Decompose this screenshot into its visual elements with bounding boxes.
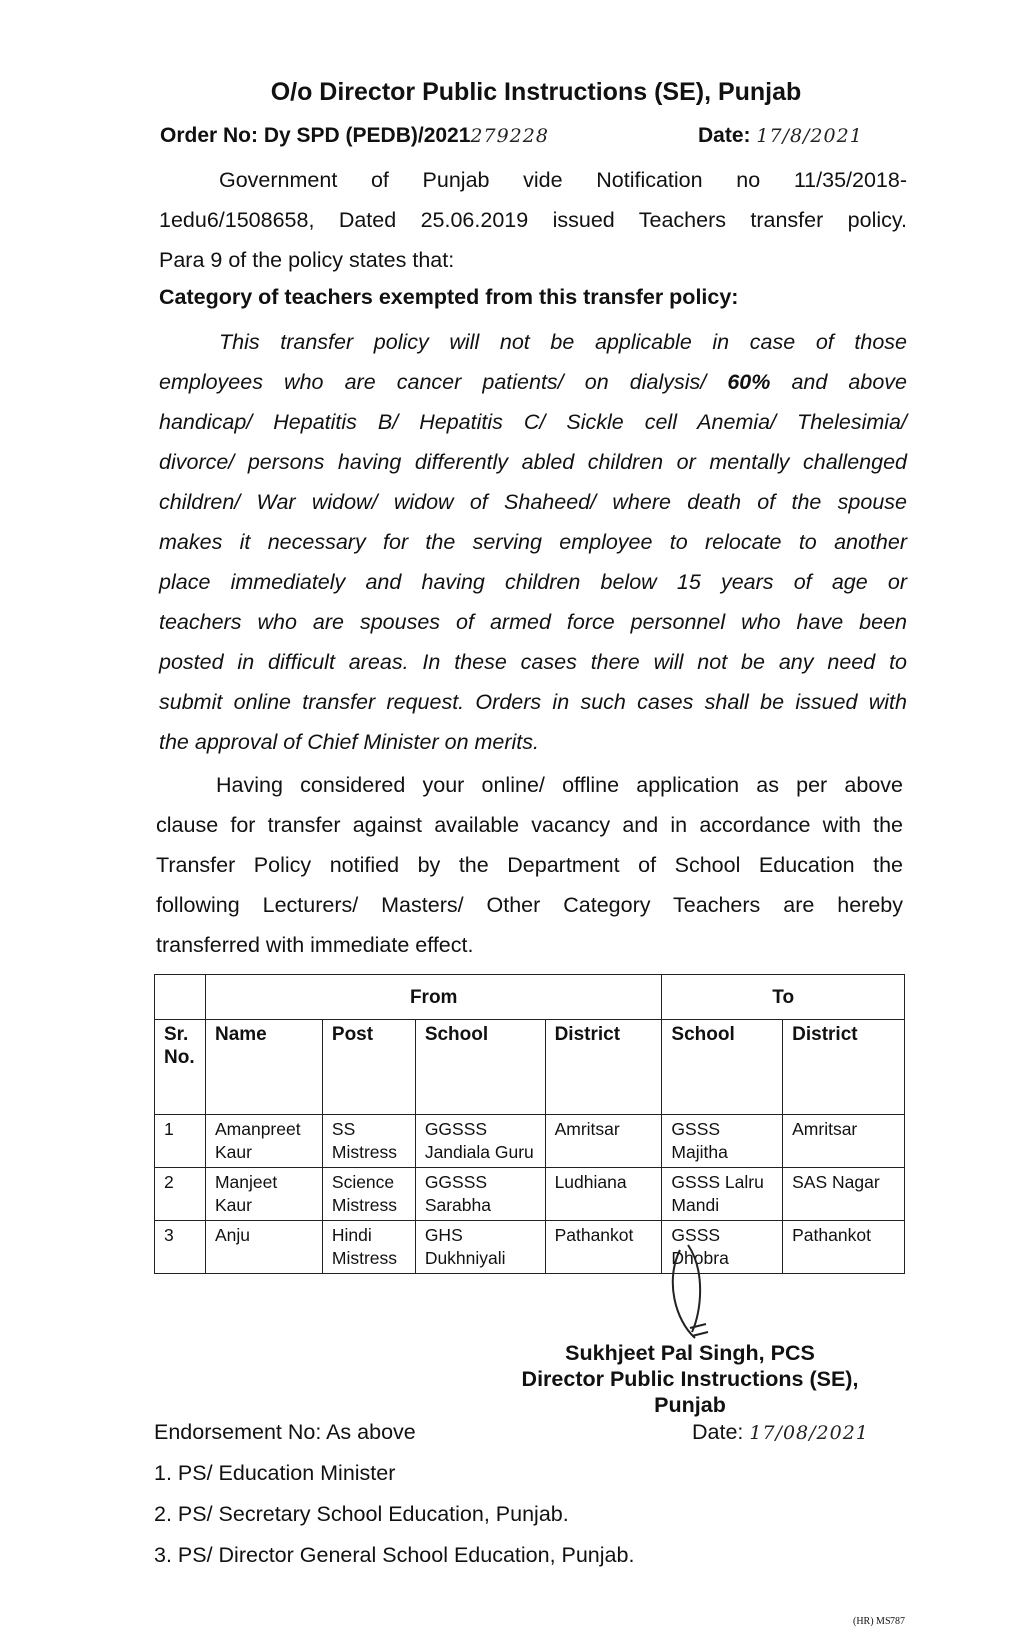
group-to: To — [662, 975, 905, 1020]
text-line: Para 9 of the policy states that: — [159, 248, 455, 272]
text-line: teachers who are spouses of armed force personnel who have been — [159, 610, 907, 634]
office-title: O/o Director Public Instructions (SE), Punjab — [270, 78, 802, 106]
table-header — [155, 1020, 905, 1115]
text-line — [159, 362, 907, 402]
table-cell: Amanpreet Kaur — [205, 1115, 322, 1168]
date-label: Date: — [692, 1420, 744, 1444]
table-row — [155, 1221, 905, 1274]
group-from: From — [205, 975, 661, 1020]
signatory-name: Sukhjeet Pal Singh, PCS — [565, 1341, 815, 1365]
signatory-state: Punjab — [654, 1393, 726, 1417]
date-handwritten: 17/08/2021 — [749, 1422, 869, 1444]
table-cell: Amritsar — [545, 1115, 662, 1168]
column-header: School — [662, 1020, 783, 1115]
column-header: District — [545, 1020, 662, 1115]
text-line: Having considered your online/ offline application as per above — [216, 773, 903, 797]
table-cell: Science Mistress — [322, 1168, 415, 1221]
copy-list-item: 1. PS/ Education Minister — [154, 1461, 396, 1485]
column-header: Name — [205, 1020, 322, 1115]
text-line: Transfer Policy notified by the Department of School Education the — [156, 853, 903, 877]
footer-number: 787 — [890, 1616, 905, 1627]
table-cell: 1 — [155, 1115, 206, 1168]
text-line: handicap/ Hepatitis B/ Hepatitis C/ Sickle cell Anemia/ Thelesimia/ — [159, 410, 907, 434]
signatory-block — [500, 1340, 880, 1418]
text-line: clause for transfer against available vacancy and in accordance with the — [156, 813, 903, 837]
text-line: Government of Punjab vide Notification no 11/35/2018- — [219, 168, 907, 192]
text-line: makes it necessary for the serving employee to relocate to another — [159, 530, 907, 554]
text-line: place immediately and having children below 15 years of age or — [159, 570, 907, 594]
text-line: the approval of Chief Minister on merits. — [159, 730, 539, 754]
copy-list-item: 2. PS/ Secretary School Education, Punjab. — [154, 1502, 569, 1526]
signature-mark — [660, 1240, 730, 1350]
text-line: 1edu6/1508658, Dated 25.06.2019 issued Teachers transfer policy. — [159, 208, 907, 232]
text-line: submit online transfer request. Orders in such cases shall be issued with — [159, 690, 907, 714]
order-handwritten: 279228 — [470, 125, 549, 147]
column-header: Sr. No. — [155, 1020, 206, 1115]
order-date — [698, 124, 863, 148]
table-cell: GSSS Lalru Mandi — [662, 1168, 783, 1221]
table-cell: SS Mistress — [322, 1115, 415, 1168]
table-group-header — [155, 975, 905, 1020]
column-header: Post — [322, 1020, 415, 1115]
date-label: Date: — [698, 124, 751, 147]
signatory-designation: Director Public Instructions (SE), — [521, 1367, 859, 1391]
category-heading: Category of teachers exempted from this transfer policy: — [159, 285, 739, 309]
transfer-table — [154, 974, 905, 1274]
date-handwritten: 17/8/2021 — [756, 125, 863, 147]
text-segment: and above — [770, 370, 907, 394]
table-cell: Pathankot — [545, 1221, 662, 1274]
table-cell: 2 — [155, 1168, 206, 1221]
table-row — [155, 1168, 905, 1221]
table-cell: GGSSS Jandiala Guru — [415, 1115, 545, 1168]
column-header: District — [783, 1020, 905, 1115]
text-line: posted in difficult areas. In these cases there will not be any need to — [159, 650, 907, 674]
percentage-bold: 60% — [727, 370, 771, 394]
text-line: transferred with immediate effect. — [156, 933, 474, 957]
intro-paragraph — [159, 160, 907, 280]
order-number — [160, 124, 549, 148]
table-cell: Pathankot — [783, 1221, 905, 1274]
table-cell: SAS Nagar — [783, 1168, 905, 1221]
text-line: divorce/ persons having differently abled children or mentally challenged — [159, 450, 907, 474]
table-cell: Ludhiana — [545, 1168, 662, 1221]
copy-list-item: 3. PS/ Director General School Education, Punjab. — [154, 1543, 635, 1567]
table-cell: Amritsar — [783, 1115, 905, 1168]
table-cell: GSSS Majitha — [662, 1115, 783, 1168]
table-cell: Anju — [205, 1221, 322, 1274]
endorsement-label: Endorsement No: As above — [154, 1420, 416, 1444]
column-header: School — [415, 1020, 545, 1115]
table-cell: GSSS Dhobra — [662, 1221, 783, 1274]
empty-cell — [155, 975, 206, 1020]
footer-code: (HR) MS — [853, 1616, 891, 1627]
table-cell: Hindi Mistress — [322, 1221, 415, 1274]
policy-paragraph — [159, 322, 907, 762]
table-cell: GGSSS Sarabha — [415, 1168, 545, 1221]
text-line: This transfer policy will not be applicable in case of those — [219, 330, 907, 354]
table-row — [155, 1115, 905, 1168]
endorsement-date — [692, 1420, 869, 1445]
table-cell: GHS Dukhniyali — [415, 1221, 545, 1274]
text-line: following Lecturers/ Masters/ Other Category Teachers are hereby — [156, 893, 903, 917]
table-cell: Manjeet Kaur — [205, 1168, 322, 1221]
consideration-paragraph — [156, 765, 903, 965]
order-label: Order No: Dy SPD (PEDB)/2021 — [160, 124, 471, 147]
text-segment: employees who are cancer patients/ on dialysis/ — [159, 370, 728, 394]
text-line: children/ War widow/ widow of Shaheed/ where death of the spouse — [159, 490, 907, 514]
table-cell: 3 — [155, 1221, 206, 1274]
